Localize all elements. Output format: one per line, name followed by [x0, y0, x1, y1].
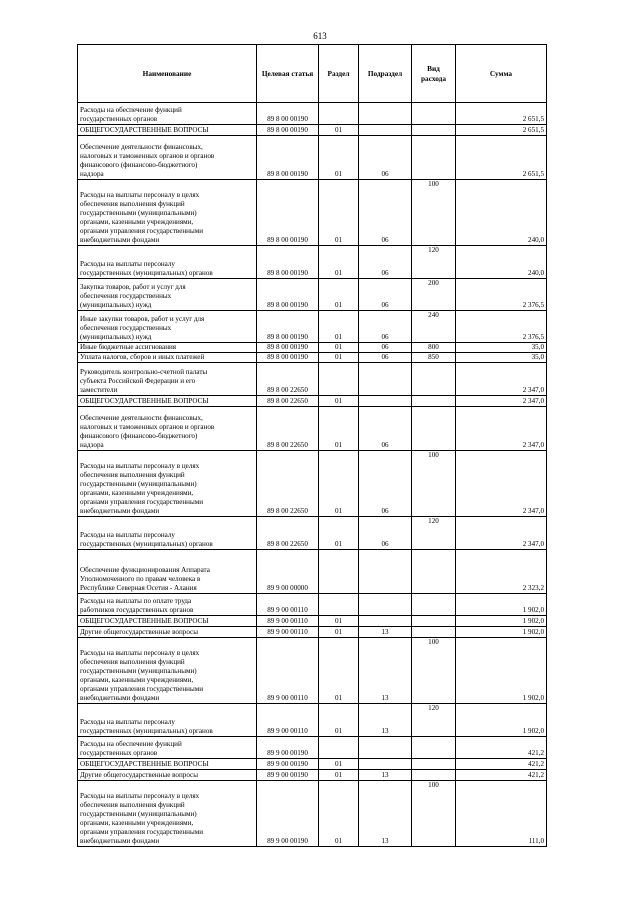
row-amount-cell: 2 651,5 — [456, 136, 547, 180]
row-amount-cell: 1 902,0 — [456, 616, 547, 627]
row-name-cell: Расходы на выплаты персоналу государственных (муниципальных) органов — [78, 246, 257, 279]
row-section-cell: 01 — [319, 136, 359, 180]
row-subsection-cell: 06 — [359, 311, 412, 343]
row-target-article-cell: 89 8 00 00190 — [257, 246, 319, 279]
row-target-article-cell: 89 9 00 00000 — [257, 550, 319, 594]
table-row — [78, 627, 547, 638]
row-name-cell: Расходы на обеспечение функций государственных органов — [78, 737, 257, 759]
row-amount-cell: 2 347,0 — [456, 363, 547, 396]
row-section-cell: 01 — [319, 759, 359, 770]
row-section-cell: 01 — [319, 343, 359, 353]
row-subsection-cell: 13 — [359, 627, 412, 638]
table-body — [78, 103, 547, 847]
table-row — [78, 343, 547, 353]
row-target-article-cell: 89 8 00 22650 — [257, 407, 319, 451]
row-amount-cell: 2 376,5 — [456, 279, 547, 311]
table-row — [78, 616, 547, 627]
row-expense-type-cell — [412, 627, 456, 638]
header-name: Наименование — [78, 45, 257, 103]
table-row — [78, 125, 547, 136]
row-expense-type-cell: 100 — [412, 180, 456, 246]
row-subsection-cell: 06 — [359, 407, 412, 451]
row-expense-type-cell — [412, 550, 456, 594]
row-subsection-cell — [359, 550, 412, 594]
row-section-cell: 01 — [319, 180, 359, 246]
table-row — [78, 353, 547, 363]
row-name-cell: Уплата налогов, сборов и иных платежей — [78, 353, 257, 363]
row-target-article-cell: 89 8 00 22650 — [257, 451, 319, 517]
table-row — [78, 246, 547, 279]
row-amount-cell: 2 651,5 — [456, 103, 547, 125]
row-expense-type-cell — [412, 407, 456, 451]
table-row — [78, 704, 547, 737]
row-target-article-cell: 89 8 00 00190 — [257, 103, 319, 125]
row-expense-type-cell: 120 — [412, 246, 456, 279]
row-section-cell: 01 — [319, 704, 359, 737]
row-section-cell: 01 — [319, 407, 359, 451]
row-subsection-cell: 13 — [359, 704, 412, 737]
table-row — [78, 136, 547, 180]
table-row — [78, 781, 547, 847]
row-name-cell: Руководитель контрольно-счетной палаты субъекта Российской Федерации и его заместители — [78, 363, 257, 396]
row-section-cell: 01 — [319, 770, 359, 781]
row-expense-type-cell: 100 — [412, 451, 456, 517]
row-subsection-cell: 06 — [359, 180, 412, 246]
table-row — [78, 396, 547, 407]
row-subsection-cell: 06 — [359, 246, 412, 279]
row-section-cell: 01 — [319, 279, 359, 311]
row-name-cell: Закупка товаров, работ и услуг для обеспечения государственных (муниципальных) нужд — [78, 279, 257, 311]
row-amount-cell: 35,0 — [456, 353, 547, 363]
row-name-cell: Расходы на обеспечение функций государственных органов — [78, 103, 257, 125]
row-expense-type-cell — [412, 103, 456, 125]
row-target-article-cell: 89 8 00 00190 — [257, 343, 319, 353]
row-expense-type-cell: 200 — [412, 279, 456, 311]
row-subsection-cell: 06 — [359, 451, 412, 517]
table-row — [78, 770, 547, 781]
row-name-cell: Обеспечение функционирования Аппарата Уполномоченного по правам человека в Республике Северная Осетия - Алания — [78, 550, 257, 594]
row-subsection-cell — [359, 594, 412, 616]
row-amount-cell: 111,0 — [456, 781, 547, 847]
row-subsection-cell — [359, 759, 412, 770]
row-section-cell: 01 — [319, 638, 359, 704]
table-header-row — [78, 45, 547, 103]
row-section-cell — [319, 737, 359, 759]
row-amount-cell: 240,0 — [456, 246, 547, 279]
row-subsection-cell — [359, 363, 412, 396]
row-amount-cell: 2 347,0 — [456, 396, 547, 407]
row-subsection-cell: 06 — [359, 343, 412, 353]
row-target-article-cell: 89 8 00 00190 — [257, 279, 319, 311]
row-target-article-cell: 89 8 00 00190 — [257, 311, 319, 343]
row-expense-type-cell: 120 — [412, 517, 456, 550]
row-expense-type-cell — [412, 770, 456, 781]
row-amount-cell: 240,0 — [456, 180, 547, 246]
row-name-cell: Иные бюджетные ассигнования — [78, 343, 257, 353]
row-amount-cell: 1 902,0 — [456, 704, 547, 737]
row-expense-type-cell: 850 — [412, 353, 456, 363]
row-target-article-cell: 89 8 00 00190 — [257, 353, 319, 363]
budget-table — [77, 44, 547, 847]
row-subsection-cell: 06 — [359, 136, 412, 180]
row-section-cell — [319, 550, 359, 594]
row-section-cell — [319, 103, 359, 125]
row-name-cell: Другие общегосударственные вопросы — [78, 627, 257, 638]
row-section-cell — [319, 363, 359, 396]
row-expense-type-cell: 120 — [412, 704, 456, 737]
row-expense-type-cell — [412, 363, 456, 396]
table-row — [78, 759, 547, 770]
row-name-cell: Расходы на выплаты персоналу в целях обеспечения выполнения функций государственными (муниципальными) органами, казенными учреждениями, органами управления государственными внебюджетными фондами — [78, 451, 257, 517]
table-row — [78, 594, 547, 616]
row-name-cell: Обеспечение деятельности финансовых, налоговых и таможенных органов и органов финансового (финансово-бюджетного) надзора — [78, 136, 257, 180]
header-section: Раздел — [319, 45, 359, 103]
row-target-article-cell: 89 8 00 22650 — [257, 396, 319, 407]
row-amount-cell: 421,2 — [456, 737, 547, 759]
row-subsection-cell — [359, 396, 412, 407]
row-expense-type-cell — [412, 594, 456, 616]
row-amount-cell: 1 902,0 — [456, 594, 547, 616]
row-name-cell: ОБЩЕГОСУДАРСТВЕННЫЕ ВОПРОСЫ — [78, 396, 257, 407]
row-subsection-cell — [359, 616, 412, 627]
header-amount: Сумма — [456, 45, 547, 103]
row-subsection-cell: 06 — [359, 353, 412, 363]
row-subsection-cell — [359, 737, 412, 759]
row-section-cell: 01 — [319, 353, 359, 363]
header-target-article: Целевая статья — [257, 45, 319, 103]
row-amount-cell: 2 323,2 — [456, 550, 547, 594]
row-name-cell: Обеспечение деятельности финансовых, налоговых и таможенных органов и органов финансового (финансово-бюджетного) надзора — [78, 407, 257, 451]
row-amount-cell: 35,0 — [456, 343, 547, 353]
table-row — [78, 737, 547, 759]
table-row — [78, 180, 547, 246]
row-subsection-cell: 06 — [359, 517, 412, 550]
row-target-article-cell: 89 9 00 00190 — [257, 759, 319, 770]
row-expense-type-cell — [412, 125, 456, 136]
header-expense-type: Вид расхода — [412, 45, 456, 103]
row-target-article-cell: 89 9 00 00110 — [257, 594, 319, 616]
row-subsection-cell: 06 — [359, 279, 412, 311]
row-name-cell: Расходы на выплаты персоналу государственных (муниципальных) органов — [78, 704, 257, 737]
row-section-cell: 01 — [319, 396, 359, 407]
row-target-article-cell: 89 8 00 22650 — [257, 363, 319, 396]
row-expense-type-cell — [412, 136, 456, 180]
table-row — [78, 311, 547, 343]
row-amount-cell: 2 347,0 — [456, 451, 547, 517]
row-name-cell: ОБЩЕГОСУДАРСТВЕННЫЕ ВОПРОСЫ — [78, 759, 257, 770]
row-amount-cell: 2 376,5 — [456, 311, 547, 343]
table-row — [78, 103, 547, 125]
table-row — [78, 638, 547, 704]
table-row — [78, 517, 547, 550]
row-amount-cell: 1 902,0 — [456, 627, 547, 638]
row-name-cell: ОБЩЕГОСУДАРСТВЕННЫЕ ВОПРОСЫ — [78, 125, 257, 136]
row-target-article-cell: 89 9 00 00110 — [257, 704, 319, 737]
row-expense-type-cell — [412, 396, 456, 407]
row-amount-cell: 421,2 — [456, 770, 547, 781]
row-expense-type-cell — [412, 616, 456, 627]
header-subsection: Подраздел — [359, 45, 412, 103]
row-expense-type-cell: 240 — [412, 311, 456, 343]
table-row — [78, 279, 547, 311]
row-section-cell — [319, 594, 359, 616]
table-row — [78, 451, 547, 517]
row-target-article-cell: 89 8 00 00190 — [257, 180, 319, 246]
row-target-article-cell: 89 9 00 00190 — [257, 770, 319, 781]
row-amount-cell: 2 347,0 — [456, 407, 547, 451]
table-row — [78, 550, 547, 594]
row-amount-cell: 2 347,0 — [456, 517, 547, 550]
row-target-article-cell: 89 9 00 00110 — [257, 616, 319, 627]
table-row — [78, 363, 547, 396]
row-expense-type-cell — [412, 737, 456, 759]
row-subsection-cell: 13 — [359, 770, 412, 781]
page-number: 613 — [313, 31, 327, 41]
row-target-article-cell: 89 9 00 00190 — [257, 781, 319, 847]
row-section-cell: 01 — [319, 311, 359, 343]
row-name-cell: Расходы на выплаты персоналу в целях обеспечения выполнения функций государственными (муниципальными) органами, казенными учреждениями, органами управления государственными внебюджетными фондами — [78, 180, 257, 246]
row-target-article-cell: 89 9 00 00190 — [257, 737, 319, 759]
row-section-cell: 01 — [319, 781, 359, 847]
row-amount-cell: 1 902,0 — [456, 638, 547, 704]
row-expense-type-cell: 100 — [412, 781, 456, 847]
row-name-cell: Расходы на выплаты персоналу в целях обеспечения выполнения функций государственными (муниципальными) органами, казенными учреждениями, органами управления государственными внебюджетными фондами — [78, 638, 257, 704]
row-expense-type-cell: 100 — [412, 638, 456, 704]
row-target-article-cell: 89 8 00 00190 — [257, 125, 319, 136]
row-subsection-cell — [359, 125, 412, 136]
row-name-cell: Другие общегосударственные вопросы — [78, 770, 257, 781]
row-subsection-cell — [359, 103, 412, 125]
row-target-article-cell: 89 8 00 22650 — [257, 517, 319, 550]
row-target-article-cell: 89 9 00 00110 — [257, 638, 319, 704]
row-name-cell: Расходы на выплаты персоналу государственных (муниципальных) органов — [78, 517, 257, 550]
table-row — [78, 407, 547, 451]
row-target-article-cell: 89 8 00 00190 — [257, 136, 319, 180]
row-amount-cell: 421,2 — [456, 759, 547, 770]
row-expense-type-cell — [412, 759, 456, 770]
row-subsection-cell: 13 — [359, 781, 412, 847]
row-name-cell: ОБЩЕГОСУДАРСТВЕННЫЕ ВОПРОСЫ — [78, 616, 257, 627]
row-subsection-cell: 13 — [359, 638, 412, 704]
row-section-cell: 01 — [319, 627, 359, 638]
row-expense-type-cell: 800 — [412, 343, 456, 353]
row-section-cell: 01 — [319, 125, 359, 136]
row-name-cell: Расходы на выплаты персоналу в целях обеспечения выполнения функций государственными (муниципальными) органами, казенными учреждениями, органами управления государственными внебюджетными фондами — [78, 781, 257, 847]
row-section-cell: 01 — [319, 246, 359, 279]
row-section-cell: 01 — [319, 517, 359, 550]
row-section-cell: 01 — [319, 451, 359, 517]
row-amount-cell: 2 651,5 — [456, 125, 547, 136]
row-name-cell: Иные закупки товаров, работ и услуг для обеспечения государственных (муниципальных) нужд — [78, 311, 257, 343]
row-section-cell: 01 — [319, 616, 359, 627]
row-name-cell: Расходы на выплаты по оплате труда работников государственных органов — [78, 594, 257, 616]
row-target-article-cell: 89 9 00 00110 — [257, 627, 319, 638]
